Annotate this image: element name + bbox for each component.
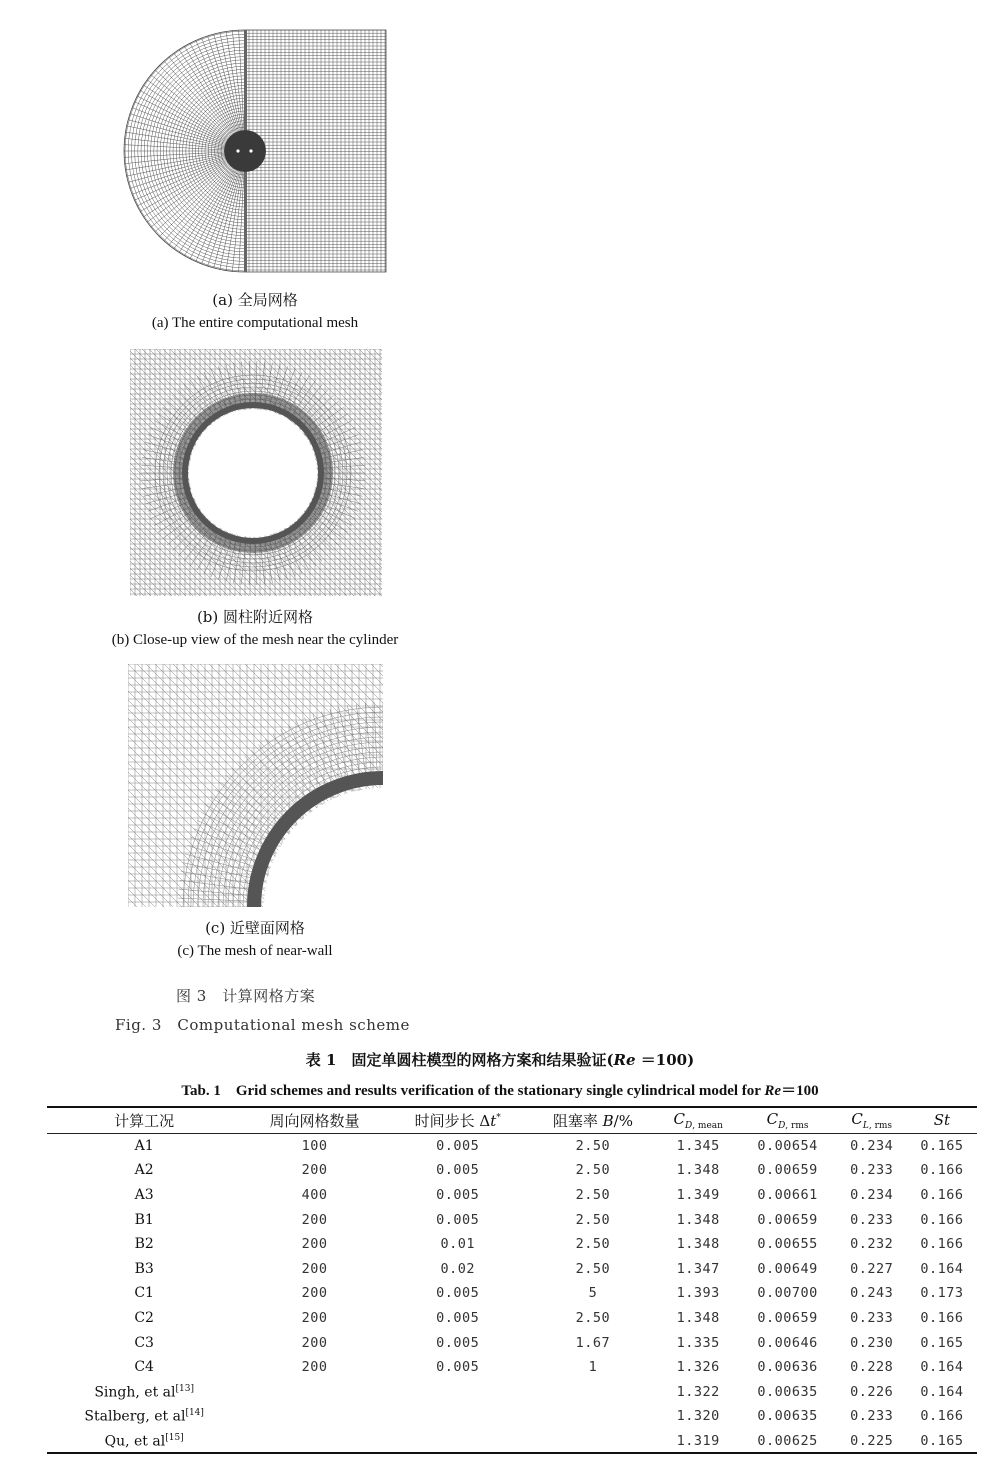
value-cell: 0.005 [436, 1137, 480, 1154]
value-cell [241, 1380, 387, 1405]
case-cell: A3 [134, 1187, 154, 1204]
value-cell: 200 [301, 1236, 328, 1253]
value-cell: 0.234 [850, 1137, 894, 1154]
value-cell: 1.348 [676, 1162, 720, 1179]
value-cell: 0.02 [440, 1260, 475, 1277]
case-cell: C2 [134, 1310, 154, 1327]
value-cell: 0.166 [920, 1162, 964, 1179]
value-cell: 400 [301, 1187, 328, 1204]
case-cell: C4 [134, 1359, 154, 1376]
value-cell: 0.00661 [757, 1187, 818, 1204]
case-cell: C3 [134, 1334, 154, 1351]
value-cell: 0.226 [850, 1383, 894, 1400]
value-cell: 0.00659 [757, 1162, 818, 1179]
value-cell: 1.320 [676, 1408, 720, 1425]
case-cell: A2 [134, 1162, 154, 1179]
value-cell: 2.50 [575, 1187, 611, 1204]
value-cell: 0.005 [436, 1211, 480, 1228]
value-cell: 2.50 [575, 1236, 611, 1253]
value-cell: 1.67 [575, 1334, 611, 1351]
results-table [47, 1108, 977, 1453]
value-cell: 0.164 [920, 1383, 964, 1400]
table-row [47, 1330, 977, 1355]
value-cell: 0.01 [440, 1236, 475, 1253]
value-cell: 0.233 [850, 1408, 894, 1425]
value-cell: 0.166 [920, 1187, 964, 1204]
header-blockage: 阻塞率 B/% [528, 1108, 658, 1133]
value-cell: 1.348 [676, 1211, 720, 1228]
value-cell: 1 [588, 1359, 598, 1376]
value-cell: 200 [301, 1211, 328, 1228]
mesh-figure-c [128, 664, 383, 907]
table-row [47, 1380, 977, 1405]
value-cell: 0.166 [920, 1211, 964, 1228]
panel-c-caption-en: (c) The mesh of near-wall [177, 943, 333, 959]
value-cell: 0.00635 [757, 1408, 818, 1425]
value-cell: 1.322 [676, 1383, 720, 1400]
value-cell: 200 [301, 1260, 328, 1277]
value-cell: 0.166 [920, 1408, 964, 1425]
header-cd-rms: $C_{D, rms}$ [738, 1108, 836, 1133]
table-title-en: Tab. 1 Grid schemes and results verification of the stationary single cylindrical model for Re＝100 [181, 1083, 819, 1099]
value-cell: 0.225 [850, 1433, 894, 1450]
case-cell: A1 [134, 1137, 154, 1154]
panel-a-caption-en: (a) The entire computational mesh [151, 315, 359, 331]
header-case: 计算工况 [47, 1108, 241, 1133]
value-cell: 0.227 [850, 1260, 894, 1277]
value-cell [388, 1404, 528, 1429]
value-cell: 0.005 [436, 1285, 480, 1302]
value-cell: 1.347 [676, 1260, 720, 1277]
table-row [47, 1429, 977, 1454]
case-cell: B1 [134, 1211, 154, 1228]
value-cell: 1.348 [676, 1236, 720, 1253]
value-cell: 0.00649 [757, 1260, 818, 1277]
value-cell: 0.230 [850, 1334, 894, 1351]
value-cell: 0.233 [850, 1310, 894, 1327]
value-cell [241, 1429, 387, 1454]
case-cell: Qu, et al[15] [104, 1432, 184, 1450]
case-cell: C1 [134, 1285, 154, 1302]
value-cell: 1.319 [676, 1433, 720, 1450]
value-cell: 1.393 [676, 1285, 720, 1302]
table-row [47, 1355, 977, 1380]
value-cell [388, 1429, 528, 1454]
figure-title-cn: 图 3 计算网格方案 [176, 987, 316, 1005]
value-cell: 0.243 [850, 1285, 894, 1302]
value-cell: 0.233 [850, 1211, 894, 1228]
table-row [47, 1183, 977, 1208]
value-cell: 0.00700 [757, 1285, 818, 1302]
table-row [47, 1232, 977, 1257]
value-cell: 200 [301, 1285, 328, 1302]
value-cell: 1.326 [676, 1359, 720, 1376]
figure-title-en: Fig. 3 Computational mesh scheme [115, 1016, 410, 1034]
value-cell: 0.005 [436, 1162, 480, 1179]
value-cell: 0.00655 [757, 1236, 818, 1253]
value-cell: 0.164 [920, 1260, 964, 1277]
value-cell: 0.005 [436, 1359, 480, 1376]
value-cell [388, 1380, 528, 1405]
value-cell: 0.00654 [757, 1137, 818, 1154]
header-grid-count: 周向网格数量 [241, 1108, 387, 1133]
case-cell: B3 [134, 1260, 154, 1277]
value-cell: 0.173 [920, 1285, 964, 1302]
value-cell: 1.348 [676, 1310, 720, 1327]
value-cell: 200 [301, 1310, 328, 1327]
table-header-row [47, 1108, 977, 1133]
value-cell: 0.232 [850, 1236, 894, 1253]
value-cell: 0.228 [850, 1359, 894, 1376]
value-cell: 1.345 [676, 1137, 720, 1154]
panel-b-caption-en: (b) Close-up view of the mesh near the cylinder [111, 632, 399, 648]
table-row [47, 1306, 977, 1331]
value-cell: 0.005 [436, 1334, 480, 1351]
case-cell: Singh, et al[13] [94, 1383, 194, 1401]
value-cell: 0.166 [920, 1310, 964, 1327]
value-cell: 1.335 [676, 1334, 720, 1351]
value-cell: 1.349 [676, 1187, 720, 1204]
value-cell [528, 1404, 658, 1429]
value-cell: 0.234 [850, 1187, 894, 1204]
panel-a-caption-cn: (a) 全局网格 [212, 291, 298, 309]
value-cell: 0.005 [436, 1310, 480, 1327]
value-cell: 0.165 [920, 1137, 964, 1154]
header-cl-rms: $C_{L, rms}$ [837, 1108, 907, 1133]
value-cell: 0.00659 [757, 1211, 818, 1228]
table-row [47, 1404, 977, 1429]
table-row [47, 1158, 977, 1183]
panel-c-caption-cn: (c) 近壁面网格 [205, 919, 305, 937]
value-cell: 0.00659 [757, 1310, 818, 1327]
mesh-figure-b [130, 349, 382, 596]
value-cell: 0.00635 [757, 1383, 818, 1400]
value-cell: 0.165 [920, 1433, 964, 1450]
header-st: St [907, 1108, 977, 1133]
value-cell: 5 [588, 1285, 598, 1302]
table-bottom-rule [47, 1452, 977, 1454]
value-cell: 0.164 [920, 1359, 964, 1376]
table-row [47, 1281, 977, 1306]
value-cell: 0.00636 [757, 1359, 818, 1376]
value-cell: 2.50 [575, 1260, 611, 1277]
value-cell: 100 [301, 1137, 328, 1154]
case-cell: Stalberg, et al[14] [84, 1408, 204, 1425]
value-cell: 0.233 [850, 1162, 894, 1179]
value-cell: 2.50 [575, 1310, 611, 1327]
header-cd-mean: $C_{D, mean}$ [658, 1108, 738, 1133]
case-cell: B2 [134, 1236, 154, 1253]
table-row [47, 1207, 977, 1232]
table-row [47, 1133, 977, 1158]
value-cell [241, 1404, 387, 1429]
value-cell: 0.00646 [757, 1334, 818, 1351]
header-time-step: 时间步长 Δt* [388, 1108, 528, 1133]
value-cell: 200 [301, 1359, 328, 1376]
value-cell [528, 1429, 658, 1454]
value-cell: 0.00625 [757, 1433, 818, 1450]
value-cell: 0.165 [920, 1334, 964, 1351]
mesh-figure-a [120, 26, 390, 276]
value-cell: 200 [301, 1162, 328, 1179]
value-cell: 2.50 [575, 1162, 611, 1179]
value-cell: 2.50 [575, 1211, 611, 1228]
value-cell: 0.005 [436, 1187, 480, 1204]
value-cell: 2.50 [575, 1137, 611, 1154]
panel-b-caption-cn: (b) 圆柱附近网格 [196, 608, 314, 626]
table-title-cn: 表 1 固定单圆柱模型的网格方案和结果验证(Re ＝100) [305, 1051, 695, 1069]
value-cell: 200 [301, 1334, 328, 1351]
value-cell [528, 1380, 658, 1405]
value-cell: 0.166 [920, 1236, 964, 1253]
table-row [47, 1257, 977, 1282]
